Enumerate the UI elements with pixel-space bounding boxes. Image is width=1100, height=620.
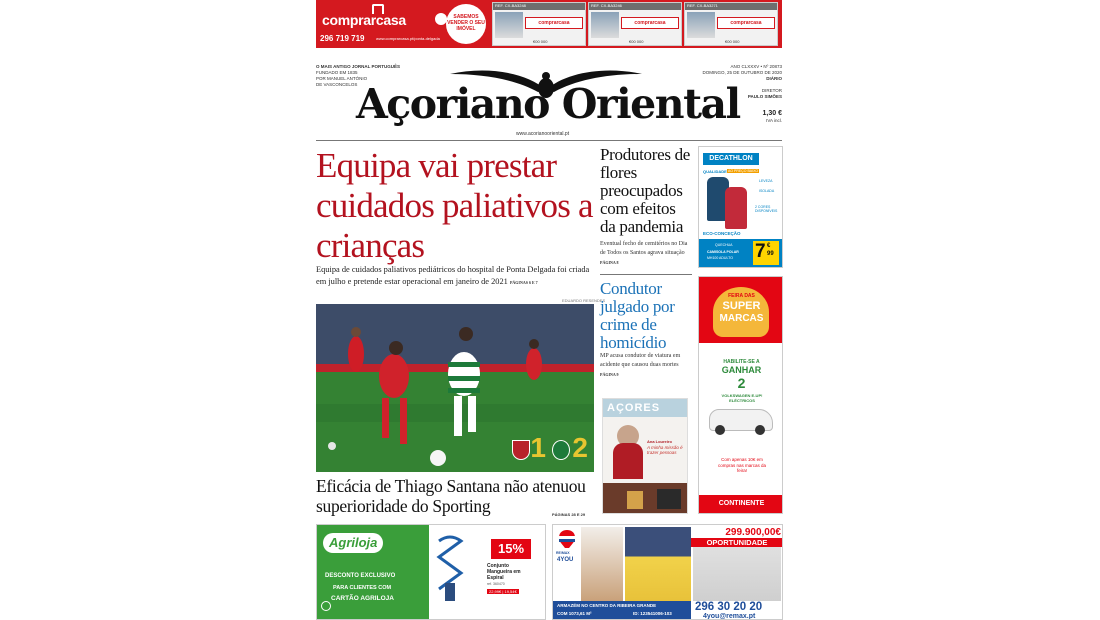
remax-brand: RE/MAX: [556, 551, 570, 555]
decathlon-price-int: 7: [755, 241, 766, 262]
remax-interior-photo: [581, 527, 623, 601]
remax-caption-id: ID: 123541006-103: [633, 611, 672, 616]
score-away: 2: [572, 432, 588, 463]
masthead-founded: FUNDADO EM 1835: [316, 70, 358, 75]
continente-line-3: MARCAS: [719, 313, 764, 324]
remax-ad[interactable]: [552, 524, 783, 620]
score-home: 1: [530, 432, 546, 463]
property-logo: comprarcasa: [717, 17, 775, 29]
main-dek: [316, 264, 596, 289]
agriloja-emblem-icon: [321, 601, 331, 611]
remax-phone[interactable]: 296 30 20 20: [695, 601, 763, 613]
decathlon-slogan-2: AO PREÇO BAIXO: [728, 169, 759, 173]
continente-habilite: HABILITE-SE A: [723, 359, 760, 365]
side-headline-driver[interactable]: Condutor julgado por crime de homicídio: [600, 279, 675, 352]
remax-balloon-icon: [555, 529, 579, 553]
property-listing[interactable]: [684, 2, 778, 46]
remax-label: OPORTUNIDADE: [691, 538, 783, 547]
newspaper-url[interactable]: www.acorianooriental.pt: [516, 131, 570, 137]
agriloja-product-3: Espiral: [487, 575, 504, 581]
agriloja-product-1: Conjunto: [487, 563, 509, 569]
main-headline[interactable]: Equipa vai prestar cuidados paliativos a crianças: [316, 146, 593, 265]
agriloja-product-2: Mangueira em: [487, 569, 521, 575]
agriloja-ref: ref. 360470: [487, 582, 505, 586]
decathlon-slogan: QUALIDADE: [703, 169, 727, 174]
football-photo[interactable]: [316, 304, 594, 472]
masthead-divider: [316, 140, 782, 141]
continente-brand: CONTINENTE: [718, 500, 765, 507]
decathlon-sizes: MH100 ADULTO: [707, 256, 733, 260]
property-price: €00 000: [533, 39, 548, 44]
decathlon-product-label: QUECHUA: [715, 243, 733, 247]
masthead-issue: ANO CLXXXV • Nº 20873: [730, 64, 782, 69]
side-dek-flowers-text: Eventual fecho de cemitérios no Dia de Todos os Santos agrava situação: [600, 241, 688, 256]
property-listing[interactable]: [492, 2, 586, 46]
decathlon-feature-2: ISOLADA: [759, 189, 775, 193]
remax-logo: [555, 529, 579, 553]
remax-caption-1: ARMAZÉM NO CENTRO DA RIBEIRA GRANDE: [557, 603, 657, 608]
side-dek-driver: [600, 352, 692, 380]
property-photo: [687, 12, 715, 38]
hose-icon: [435, 533, 465, 603]
property-price: €00 000: [725, 39, 740, 44]
newspaper-front-page: [316, 0, 784, 620]
agriloja-ad[interactable]: [316, 524, 546, 620]
newspaper-price: 1,30 €: [762, 110, 782, 117]
remax-price: 299.900,00€: [691, 527, 783, 538]
main-dek-text: Equipa de cuidados paliativos pediátricos do hospital de Ponta Delgada foi criada em julho e pretende estar operacional em janeiro de 2021: [316, 265, 590, 286]
property-listing[interactable]: [588, 2, 682, 46]
sporting-crest-icon: [552, 440, 570, 460]
magazine-body: [613, 443, 643, 479]
property-photo: [495, 12, 523, 38]
side-pages-flowers: PÁGINA 8: [600, 260, 619, 265]
continente-offer: Com apenas 10€ em compras nas marcas da feira!: [717, 457, 767, 473]
car-wheel: [755, 425, 765, 435]
comprarcasa-ad-banner[interactable]: [316, 0, 782, 48]
continente-ad[interactable]: [698, 276, 783, 514]
continente-prize: VOLKSWAGEN E-UP! ELÉCTRICOS: [721, 393, 763, 403]
director-label: DIRETOR: [761, 88, 782, 93]
agriloja-price: 22,99€ | 19,54€: [489, 589, 517, 594]
masthead-date: DOMINGO, 25 DE OUTUBRO DE 2020: [702, 70, 782, 75]
director-name: PAULO SIMÕES: [747, 94, 782, 99]
newspaper-title: Açoriano Oriental: [356, 80, 740, 128]
magazine-quote: A minha missão é trazer pessoas: [647, 445, 683, 455]
continente-line-1: FEIRA DAS: [728, 293, 755, 299]
decathlon-ad[interactable]: [698, 146, 783, 268]
magazine-cover[interactable]: [602, 398, 688, 514]
main-pages: PÁGINAS 6 E 7: [509, 280, 538, 285]
side-divider: [600, 274, 692, 275]
agriloja-card: CARTÃO AGRILOJA: [331, 595, 394, 602]
masthead-tagline: O MAIS ANTIGO JORNAL PORTUGUÊS: [316, 64, 401, 69]
decathlon-logo: DECATHLON: [703, 153, 759, 165]
side-pages-driver: PÁGINA 9: [600, 372, 619, 377]
agriloja-offer: DESCONTO EXCLUSIVO: [325, 573, 396, 579]
comprarcasa-badge: SABEMOS VENDER O SEU IMÓVEL: [446, 4, 486, 44]
property-ref: REF. CX-BA3246: [589, 3, 681, 10]
comprarcasa-url: www.comprarcasa.pt/ponta-delgada: [376, 36, 440, 41]
continente-count: 2: [737, 375, 746, 391]
continente-ganhar: GANHAR: [721, 365, 762, 375]
hose-product-image: [435, 533, 465, 603]
decathlon-feature-3: 2 CORES DISPONÍVEIS: [755, 205, 778, 213]
car-wheel: [715, 425, 725, 435]
remax-email[interactable]: 4you@remax.pt: [703, 613, 756, 620]
masthead-frequency: DIÁRIO: [766, 76, 782, 81]
magazine-title: AÇORES: [607, 402, 661, 414]
remax-agency: 4YOU: [557, 557, 574, 563]
property-logo: comprarcasa: [525, 17, 583, 29]
comprarcasa-brand: comprarcasa: [322, 12, 406, 28]
remax-caption-2: COM 1073,61 M²: [557, 611, 592, 616]
decathlon-feature-1: LEVEZA: [759, 179, 773, 183]
property-logo: comprarcasa: [621, 17, 679, 29]
decathlon-eco: ECO-CONCEÇÃO: [703, 231, 741, 236]
photo-credit: EDUARDO RESENDES: [562, 298, 606, 303]
decathlon-price-cur: €: [767, 243, 771, 249]
side-headline-flowers[interactable]: Produtores de flores preocupados com efeitos da pandemia: [600, 145, 691, 236]
property-price: €00 000: [629, 39, 644, 44]
jacket-red: [725, 187, 747, 229]
magazine-name: Ana Loureiro: [647, 439, 672, 444]
sport-pages: PÁGINAS 28 E 29: [552, 512, 586, 517]
side-dek-flowers: [600, 240, 692, 268]
continente-line-2: SUPER: [722, 300, 761, 312]
santa-clara-crest-icon: [512, 440, 530, 460]
comprarcasa-phone: 296 719 719: [320, 34, 365, 43]
property-ref: REF. CX-BA3248: [493, 3, 585, 10]
property-photo: [591, 12, 619, 38]
magazine-frame: [627, 491, 643, 509]
magazine-screen: [657, 489, 681, 509]
agriloja-for-clients: PARA CLIENTES COM: [333, 585, 392, 591]
agriloja-discount: 15%: [491, 539, 531, 559]
decathlon-product: CAMISOLA POLAR: [707, 250, 739, 254]
property-ref: REF. CX-BA3271: [685, 3, 777, 10]
decathlon-price-dec: 99: [767, 251, 774, 257]
side-dek-driver-text: MP acusa condutor de viatura em acidente que causou duas mortes: [600, 353, 681, 368]
agriloja-brand: Agriloja: [329, 535, 378, 550]
masthead-founder-2: DE VASCONCELOS: [316, 82, 358, 87]
price-vat: IVA incl.: [766, 118, 782, 123]
masthead-founder-1: POR MANUEL ANTÓNIO: [316, 76, 368, 81]
sport-headline[interactable]: Eficácia de Thiago Santana não atenuou superioridade do Sporting: [316, 476, 586, 516]
remax-building-photo: [625, 527, 691, 601]
